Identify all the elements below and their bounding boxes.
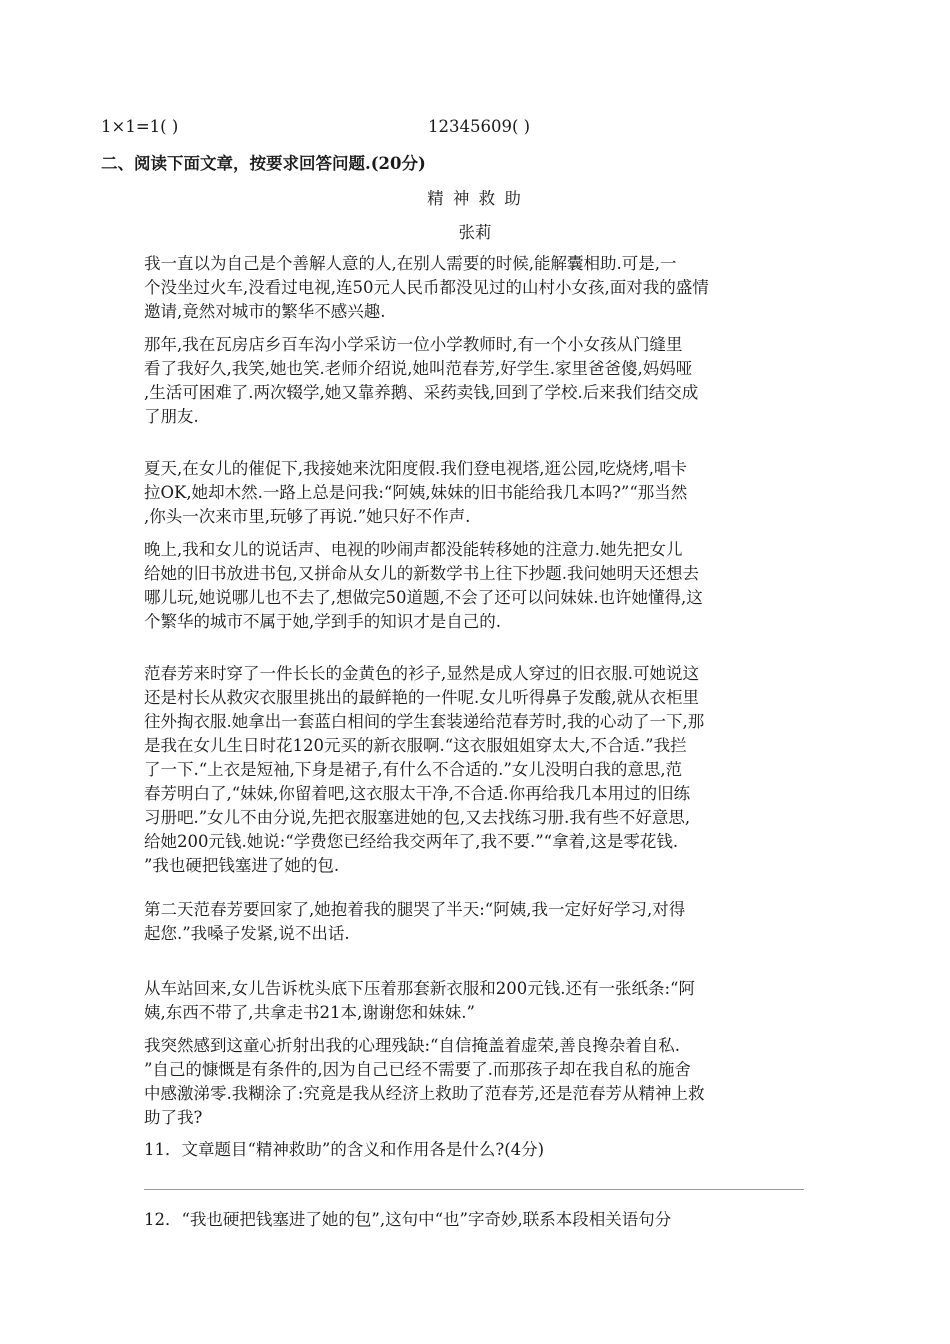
paragraph-line: 还是村长从救灾衣服里挑出的最鲜艳的一件呢.女儿听得鼻子发酸,就从衣柜里 <box>144 688 699 707</box>
fill-blank-right: 12345609( ) <box>428 117 531 136</box>
paragraph-line: 姨,东西不带了,共拿走书21本,谢谢您和妹妹.” <box>144 1003 475 1022</box>
paragraph-line: 起您.”我嗓子发紧,说不出话. <box>144 924 350 943</box>
paragraph-line: 了一下.“上衣是短袖,下身是裙子,有什么不合适的.”女儿没明白我的意思,范 <box>144 760 683 779</box>
paragraph-line: 范春芳来时穿了一件长长的金黄色的衫子,显然是成人穿过的旧衣服.可她说这 <box>144 664 699 683</box>
paragraph-line: 是我在女儿生日时花120元买的新衣服啊.“这衣服姐姐穿太大,不合适.”我拦 <box>144 736 687 755</box>
paragraph-line: 看了我好久,我笑,她也笑.老师介绍说,她叫范春芳,好学生.家里爸爸傻,妈妈哑 <box>144 359 693 378</box>
paragraph-line: ”我也硬把钱塞进了她的包. <box>144 856 340 875</box>
section-heading: 二、阅读下面文章，按要求回答问题.(20分) <box>101 154 426 173</box>
paragraph-line: 春芳明白了,“妹妹,你留着吧,这衣服太干净,不合适.你再给我几本用过的旧练 <box>144 784 691 803</box>
paragraph-line: 了朋友. <box>144 407 199 426</box>
paragraph-line: ”自己的慷慨是有条件的,因为自己已经不需要了.而那孩子却在我自私的施舍 <box>144 1060 691 1079</box>
paragraph-line: 个繁华的城市不属于她,学到手的知识才是自己的. <box>144 612 501 631</box>
answer-line[interactable] <box>144 1189 804 1190</box>
fill-blank-left: 1×1=1( ) <box>101 117 179 136</box>
paragraph-line: 晚上,我和女儿的说话声、电视的吵闹声都没能转移她的注意力.她先把女儿 <box>144 540 683 559</box>
paragraph-line: 个没坐过火车,没看过电视,连50元人民币都没见过的山村小女孩,面对我的盛情 <box>144 278 709 297</box>
paragraph-line: 给她200元钱.她说:“学费您已经给我交两年了,我不要.”“拿着,这是零花钱. <box>144 832 679 851</box>
paragraph-line: 中感激涕零.我糊涂了:究竟是我从经济上救助了范春芳,还是范春芳从精神上救 <box>144 1084 705 1103</box>
paragraph-line: 我突然感到这童心折射出我的心理残缺:“自信掩盖着虚荣,善良搀杂着自私. <box>144 1036 680 1055</box>
article-author: 张莉 <box>458 223 492 242</box>
paragraph-line: 哪儿玩,她说哪儿也不去了,想做完50道题,不会了还可以问妹妹.也许她懂得,这 <box>144 588 703 607</box>
paragraph-line: 第二天范春芳要回家了,她抱着我的腿哭了半天:“阿姨,我一定好好学习,对得 <box>144 900 686 919</box>
paragraph-line: ,生活可困难了.两次辍学,她又靠养鹅、采药卖钱,回到了学校.后来我们结交成 <box>144 383 699 402</box>
paragraph-line: 助了我? <box>144 1108 203 1127</box>
paragraph-line: 邀请,竟然对城市的繁华不感兴趣. <box>144 302 386 321</box>
paragraph-line: 夏天,在女儿的催促下,我接她来沈阳度假.我们登电视塔,逛公园,吃烧烤,唱卡 <box>144 459 687 478</box>
question-12: 12．“我也硬把钱塞进了她的包”,这句中“也”字奇妙,联系本段相关语句分 <box>144 1210 672 1229</box>
paragraph-line: 那年,我在瓦房店乡百车沟小学采访一位小学教师时,有一个小女孩从门缝里 <box>144 335 683 354</box>
article-title: 精 神 救 助 <box>427 189 523 208</box>
paragraph-line: 给她的旧书放进书包,又拼命从女儿的新数学书上往下抄题.我问她明天还想去 <box>144 564 699 583</box>
paragraph-line: 习册吧.”女儿不由分说,先把衣服塞进她的包,又去找练习册.我有些不好意思, <box>144 808 691 827</box>
paragraph-line: 我一直以为自己是个善解人意的人,在别人需要的时候,能解囊相助.可是,一 <box>144 254 677 273</box>
question-11: 11．文章题目“精神救助”的含义和作用各是什么?(4分) <box>144 1140 545 1159</box>
paragraph-line: 从车站回来,女儿告诉枕头底下压着那套新衣服和200元钱.还有一张纸条:“阿 <box>144 979 695 998</box>
paragraph-line: ,你头一次来市里,玩够了再说.”她只好不作声. <box>144 507 471 526</box>
paragraph-line: 往外掏衣服.她拿出一套蓝白相间的学生套装递给范春芳时,我的心动了一下,那 <box>144 712 705 731</box>
paragraph-line: 拉OK,她却木然.一路上总是问我:“阿姨,妹妹的旧书能给我几本吗?”“那当然 <box>144 483 688 502</box>
